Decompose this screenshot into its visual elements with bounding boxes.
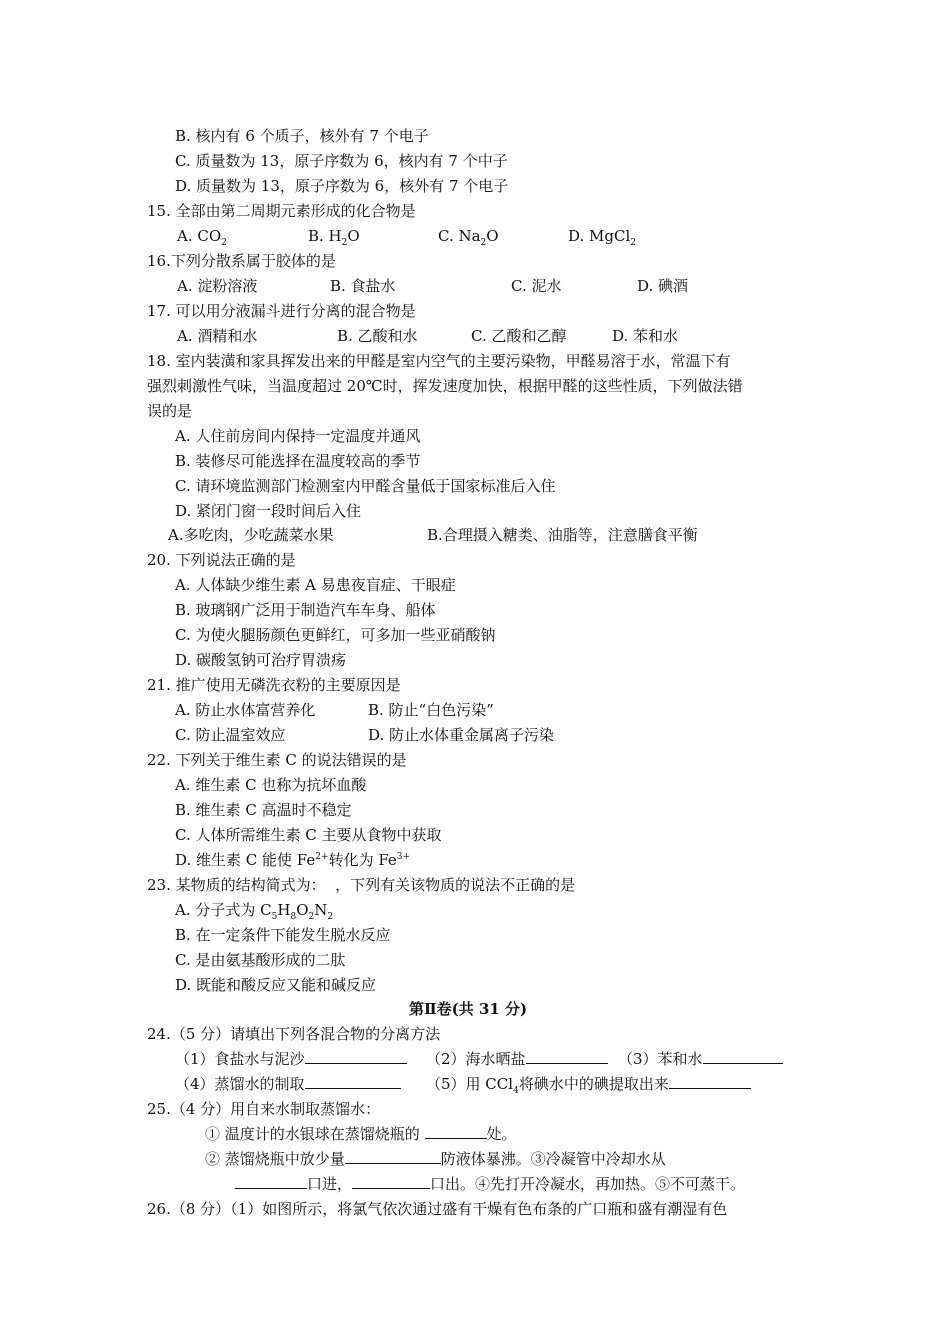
q24-item-2: （2）海水晒盐 <box>426 1049 608 1069</box>
q16-option-c: C. 泥水 <box>511 277 562 295</box>
q21-option-c: C. 防止温室效应 <box>175 726 286 744</box>
q20-option-a: A. 人体缺少维生素 A 易患夜盲症、干眼症 <box>175 576 456 594</box>
q20-option-b: B. 玻璃钢广泛用于制造汽车车身、船体 <box>175 601 436 619</box>
q22-stem: 22. 下列关于维生素 C 的说法错误的是 <box>147 751 407 769</box>
q26-stem: 26.（8 分）（1）如图所示，将氯气依次通过盛有干燥有色布条的广口瓶和盛有潮湿有色 <box>147 1200 728 1218</box>
q15-option-b: B. $H_2O$ <box>308 227 360 248</box>
q18-stem-line2: 强烈刺激性气味，当温度超过 20℃时，挥发速度加快，根据甲醛的这些性质，下列做法错 <box>147 377 743 395</box>
q16-option-d: D. 碘酒 <box>637 277 689 295</box>
q23-option-c: C. 是由氨基酸形成的二肽 <box>175 951 346 969</box>
q17-option-c: C. 乙酸和乙醇 <box>471 327 567 345</box>
answer-blank[interactable] <box>352 1174 430 1189</box>
q25-line-2: ② 蒸馏烧瓶中放少量 防液体暴沸。③冷凝管中冷却水从 <box>205 1150 666 1168</box>
q17-stem: 17. 可以用分液漏斗进行分离的混合物是 <box>147 302 416 320</box>
answer-blank[interactable] <box>703 1049 783 1064</box>
q23-stem: 23. 某物质的结构简式为： ，下列有关该物质的说法不正确的是 <box>147 876 576 894</box>
q17-option-d: D. 苯和水 <box>612 327 679 345</box>
q21-stem: 21. 推广使用无磷洗衣粉的主要原因是 <box>147 676 401 694</box>
q19-option-a: A.多吃肉，少吃蔬菜水果 <box>168 526 334 544</box>
q24-item-4: （4）蒸馏水的制取 <box>175 1074 401 1094</box>
q16-option-b: B. 食盐水 <box>330 277 396 295</box>
q21-option-a: A. 防止水体富营养化 <box>175 701 316 719</box>
q24-item-3: （3）苯和水 <box>618 1049 783 1069</box>
q24-item-1: （1）食盐水与泥沙 <box>175 1049 407 1069</box>
q19-option-b: B.合理摄入糖类、油脂等，注意膳食平衡 <box>427 526 698 544</box>
q18-option-c: C. 请环境监测部门检测室内甲醛含量低于国家标准后入住 <box>175 477 556 495</box>
q21-option-b: B. 防止“白色污染” <box>368 701 494 719</box>
q22-option-b: B. 维生素 C 高温时不稳定 <box>175 801 352 819</box>
q18-option-d: D. 紧闭门窗一段时间后入住 <box>175 502 362 520</box>
q20-option-d: D. 碳酸氢钠可治疗胃溃疡 <box>175 651 347 669</box>
q21-option-d: D. 防止水体重金属离子污染 <box>368 726 555 744</box>
q15-option-c: C. $Na_2O$ <box>438 227 499 248</box>
q23-option-b: B. 在一定条件下能发生脱水反应 <box>175 926 391 944</box>
q15-option-a: A. $CO_2$ <box>177 227 227 248</box>
q23-option-d: D. 既能和酸反应又能和碱反应 <box>175 976 377 994</box>
answer-blank[interactable] <box>305 1074 401 1089</box>
q14-option-d: D. 质量数为 13，原子序数为 6，核外有 7 个电子 <box>175 177 509 195</box>
answer-blank[interactable] <box>305 1049 407 1064</box>
q22-option-c: C. 人体所需维生素 C 主要从食物中获取 <box>175 826 442 844</box>
q14-option-b: B. 核内有 6 个质子，核外有 7 个电子 <box>175 127 429 145</box>
q25-stem: 25.（4 分）用自来水制取蒸馏水： <box>147 1100 381 1118</box>
q23-option-a: A. 分子式为 $C_5H_8O_2N_2$ <box>175 901 334 922</box>
q17-option-b: B. 乙酸和水 <box>337 327 418 345</box>
q24-item-5: （5）用 CCl$_4$将碘水中的碘提取出来 <box>426 1074 751 1094</box>
q18-stem-line1: 18. 室内装潢和家具挥发出来的甲醛是室内空气的主要污染物，甲醛易溶于水，常温下有 <box>147 352 731 370</box>
q16-stem: 16.下列分散系属于胶体的是 <box>147 252 336 270</box>
answer-blank[interactable] <box>425 1124 487 1139</box>
answer-blank[interactable] <box>345 1149 441 1164</box>
q14-option-c: C. 质量数为 13，原子序数为 6，核内有 7 个中子 <box>175 152 508 170</box>
q17-option-a: A. 酒精和水 <box>177 327 258 345</box>
answer-blank[interactable] <box>526 1049 608 1064</box>
q22-option-a: A. 维生素 C 也称为抗坏血酸 <box>175 776 367 794</box>
section-2-title: 第Ⅱ卷(共 31 分) <box>409 1000 528 1018</box>
q18-option-a: A. 人住前房间内保持一定温度并通风 <box>175 427 421 445</box>
answer-blank[interactable] <box>669 1074 751 1089</box>
q20-stem: 20. 下列说法正确的是 <box>147 551 296 569</box>
q22-option-d: D. 维生素 C 能使 $Fe^{2+}$转化为 $Fe^{3+}$ <box>175 851 411 869</box>
q15-stem: 15. 全部由第二周期元素形成的化合物是 <box>147 202 416 220</box>
q18-option-b: B. 装修尽可能选择在温度较高的季节 <box>175 452 421 470</box>
q20-option-c: C. 为使火腿肠颜色更鲜红，可多加一些亚硝酸钠 <box>175 626 496 644</box>
q24-stem: 24.（5 分）请填出下列各混合物的分离方法 <box>147 1025 441 1043</box>
q18-stem-line3: 误的是 <box>147 402 193 420</box>
q25-line-1: ① 温度计的水银球在蒸馏烧瓶的 处。 <box>205 1125 517 1143</box>
q25-line-3: 口进， 口出。④先打开冷凝水，再加热。⑤不可蒸干。 <box>235 1174 745 1194</box>
q15-option-d: D. MgCl$_2$ <box>568 227 636 248</box>
q16-option-a: A. 淀粉溶液 <box>177 277 258 295</box>
answer-blank[interactable] <box>235 1174 307 1189</box>
